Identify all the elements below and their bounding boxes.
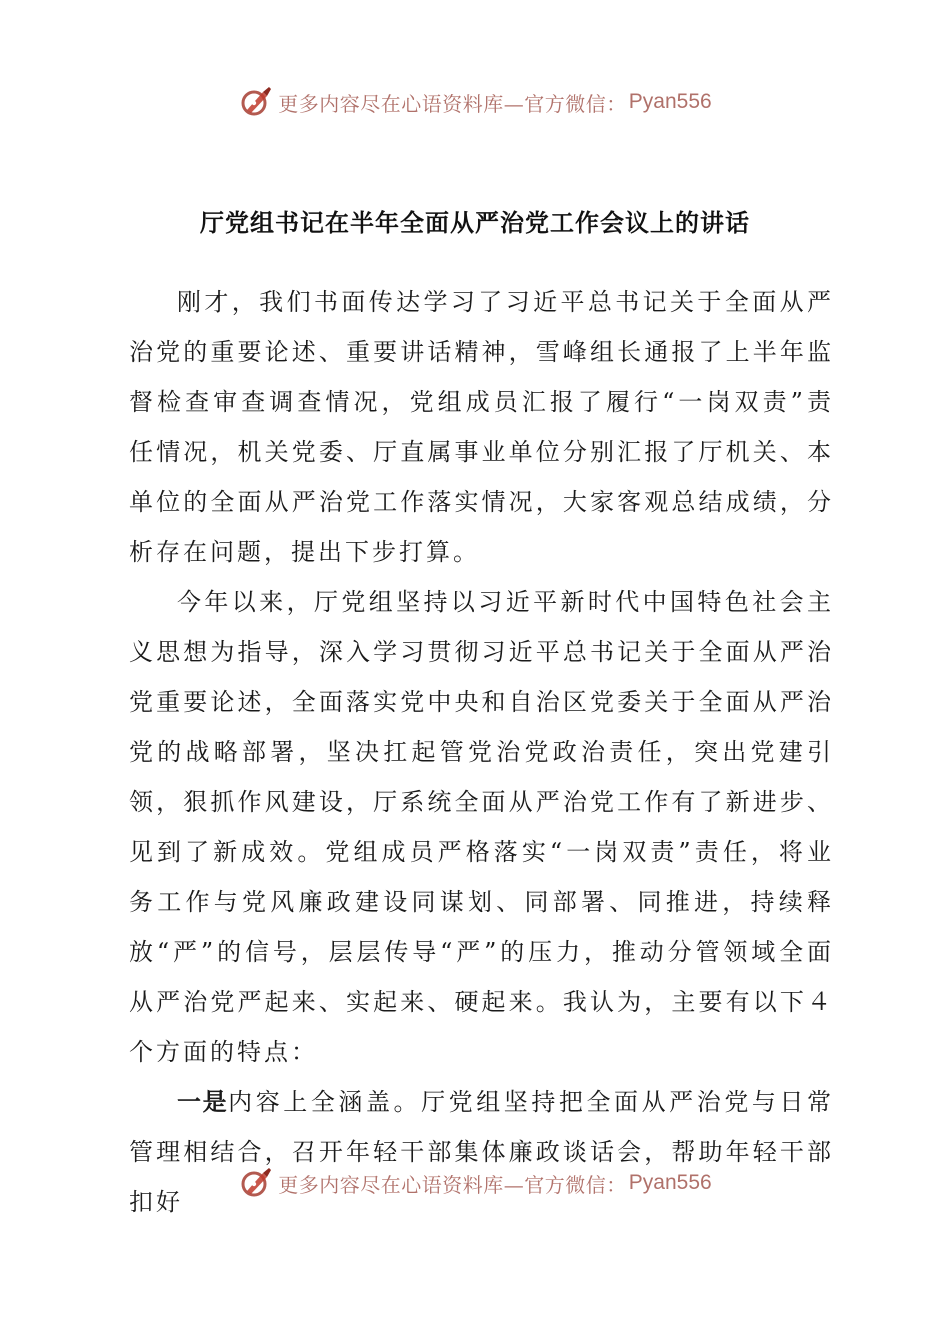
paragraph-2 xyxy=(129,577,834,1077)
watermark-wechat-id: Pyan556 xyxy=(628,90,712,113)
paragraph-3 xyxy=(129,1077,834,1227)
paragraph-text: 刚才，我们书面传达学习了习近平总书记关于全面从严治党的重要论述、重要讲话精神，雪峰组长通报了上半年监督检查审查调查情况，党组成员汇报了履行“一岗双责”责任情况，机关党委、厅直属事业单位分别汇报了厅机关、本单位的全面从严治党工作落实情况，大家客观总结成绩，分析存在问题，提出下步打算。 xyxy=(129,288,834,566)
document-title: 厅党组书记在半年全面从严治党工作会议上的讲话 xyxy=(200,209,750,237)
pen-nib-logo-icon xyxy=(238,84,274,120)
watermark-text: 更多内容尽在心语资料库—官方微信： xyxy=(278,1172,627,1197)
paragraph-text: 内容上全涵盖。厅党组坚持把全面从严治党与日常管理相结合，召开年轻干部集体廉政谈话会，帮助年轻干部扣好 xyxy=(129,1088,835,1216)
paragraph-1 xyxy=(129,277,834,577)
watermark-text: 更多内容尽在心语资料库—官方微信： xyxy=(278,91,627,116)
pen-nib-logo-icon xyxy=(238,1165,274,1201)
watermark-banner-bottom xyxy=(0,1163,950,1203)
paragraph-lead: 一是 xyxy=(177,1088,229,1116)
paragraph-text: 今年以来，厅党组坚持以习近平新时代中国特色社会主义思想为指导，深入学习贯彻习近平总书记关于全面从严治党重要论述，全面落实党中央和自治区党委关于全面从严治党的战略部署，坚决扛起管党治党政治责任，突出党建引领，狠抓作风建设，厅系统全面从严治党工作有了新进步、见到了新成效。党组成员严格落实“一岗双责”责任，将业务工作与党风廉政建设同谋划、同部署、同推进，持续释放“严”的信号，层层传导“严”的压力，推动分管领域全面从严治党严起来、实起来、硬起来。我认为，主要有以下４个方面的特点： xyxy=(129,588,834,1066)
watermark-wechat-id: Pyan556 xyxy=(628,1171,712,1194)
document-body xyxy=(129,277,834,1227)
watermark-banner-top xyxy=(0,82,950,122)
